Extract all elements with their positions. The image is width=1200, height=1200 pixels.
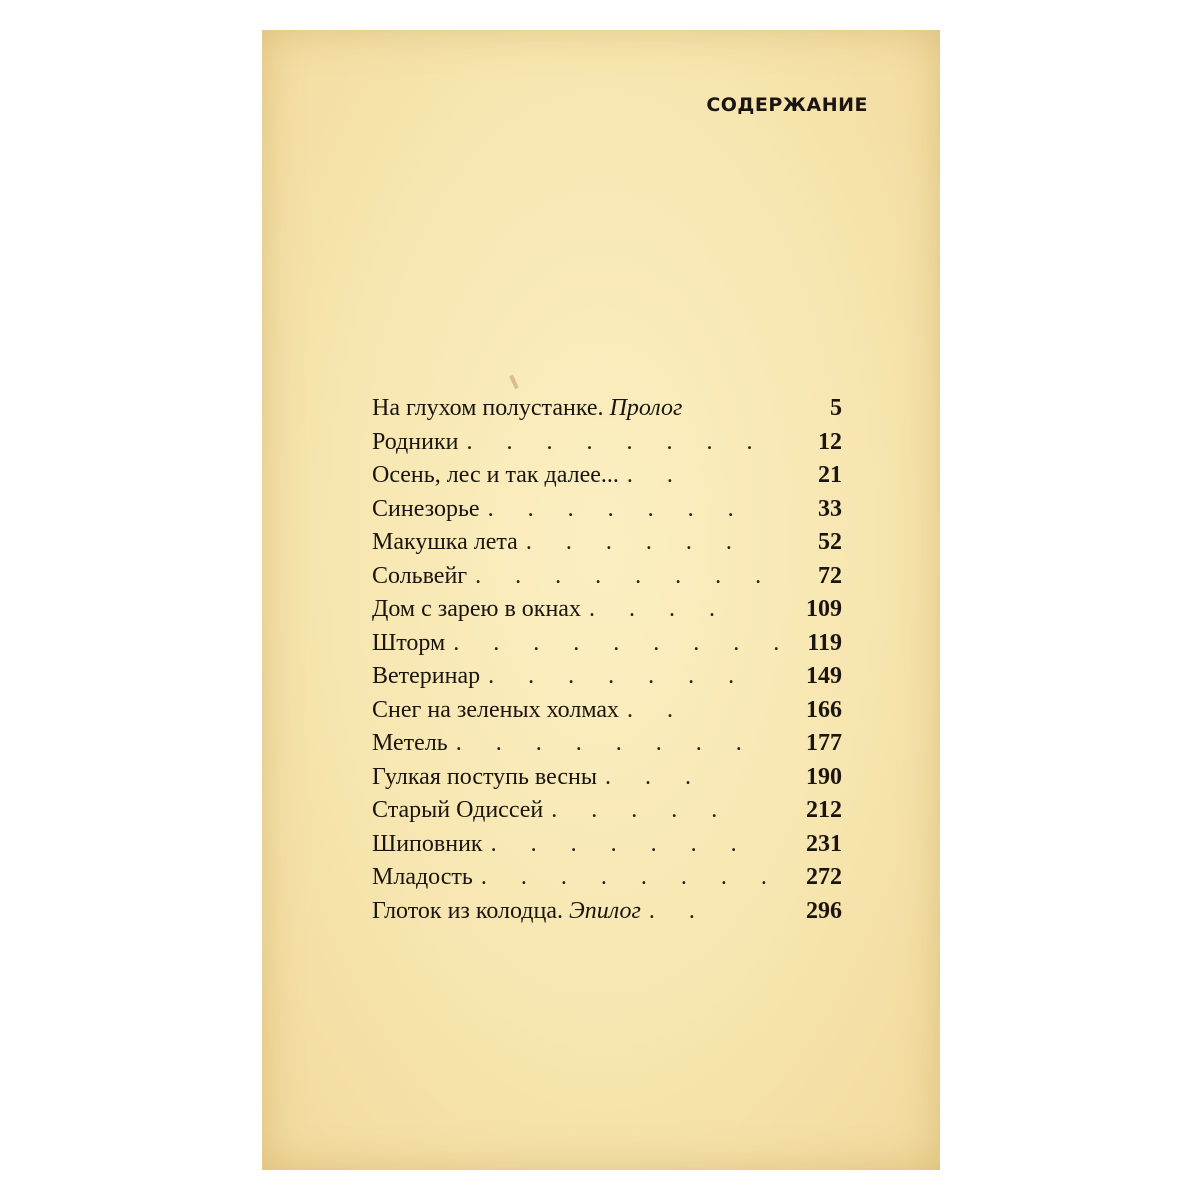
entry-page: 5 [830, 395, 842, 421]
toc-entry [372, 459, 842, 493]
entry-page: 149 [806, 663, 842, 689]
entry-leader: . . . . . . . . [480, 864, 781, 890]
entry-title: Старый Одиссей [372, 797, 544, 823]
entry-leader: . . [626, 462, 687, 488]
entry-title: Дом с зарею в окнах [372, 596, 581, 622]
entry-title: Осень, лес и так далее... [372, 462, 619, 488]
entry-page: 109 [806, 596, 842, 622]
entry-page: 231 [806, 830, 842, 857]
entry-title: Гулкая поступь весны [372, 763, 597, 790]
entry-page: 177 [806, 730, 842, 756]
entry-page: 212 [806, 797, 842, 823]
toc-entry [372, 593, 842, 627]
entry-page: 21 [818, 462, 842, 488]
entry-page: 166 [806, 696, 842, 723]
toc-entry [372, 895, 842, 929]
entry-leader: . . . . . . [525, 529, 746, 555]
entry-page: 296 [806, 897, 842, 924]
entry-leader: . . . [605, 763, 705, 790]
entry-title: Родники [372, 428, 459, 455]
entry-title: Глоток из колодца. Эпилог [372, 897, 641, 924]
entry-leader: . . . . . . . . [455, 730, 756, 756]
entry-title: Шиповник [372, 830, 483, 857]
entry-page: 52 [818, 529, 842, 555]
toc-entry [372, 426, 842, 460]
entry-page: 33 [818, 495, 842, 522]
entry-leader: . . . . . . . . . [453, 629, 794, 656]
entry-leader: . . . . . . . [488, 663, 749, 689]
entry-leader: . . . . [588, 596, 729, 622]
entry-leader: . . [648, 897, 709, 924]
entry-leader: . . . . . . . [487, 495, 748, 522]
toc-entry [372, 493, 842, 527]
toc-entry [372, 526, 842, 560]
entry-leader: . . [627, 696, 687, 723]
entry-leader: . . . . . . . . [475, 562, 776, 589]
entry-page: 190 [806, 763, 842, 790]
toc-entry [372, 694, 842, 728]
entry-leader: . . . . . [551, 797, 732, 823]
entry-title: Синезорье [372, 495, 480, 522]
paper-mark [509, 375, 519, 389]
toc-entry [372, 727, 842, 761]
toc-entry [372, 761, 842, 795]
entry-title: Макушка лета [372, 529, 518, 555]
toc-entry [372, 794, 842, 828]
toc-entry [372, 392, 842, 426]
entry-title: Шторм [372, 629, 446, 656]
page-heading: СОДЕРЖАНИЕ [706, 94, 868, 116]
entry-page: 12 [818, 428, 842, 455]
entry-title: На глухом полустанке. Пролог [372, 395, 683, 421]
entry-title: Снег на зеленых холмах [372, 696, 619, 723]
entry-title: Ветеринар [372, 663, 481, 689]
entry-leader: . . . . . . . . [466, 428, 767, 455]
entry-title: Метель [372, 730, 448, 756]
toc-entry [372, 861, 842, 895]
entry-page: 272 [806, 864, 842, 890]
entry-leader: . . . . . . . [490, 830, 751, 857]
toc-entry [372, 660, 842, 694]
entry-page: 72 [818, 562, 842, 589]
entry-title: Сольвейг [372, 562, 468, 589]
entry-page: 119 [807, 629, 842, 656]
book-page [262, 30, 940, 1170]
toc-entry [372, 627, 842, 661]
table-of-contents [372, 392, 842, 928]
toc-entry [372, 828, 842, 862]
toc-entry [372, 560, 842, 594]
entry-title: Младость [372, 864, 473, 890]
